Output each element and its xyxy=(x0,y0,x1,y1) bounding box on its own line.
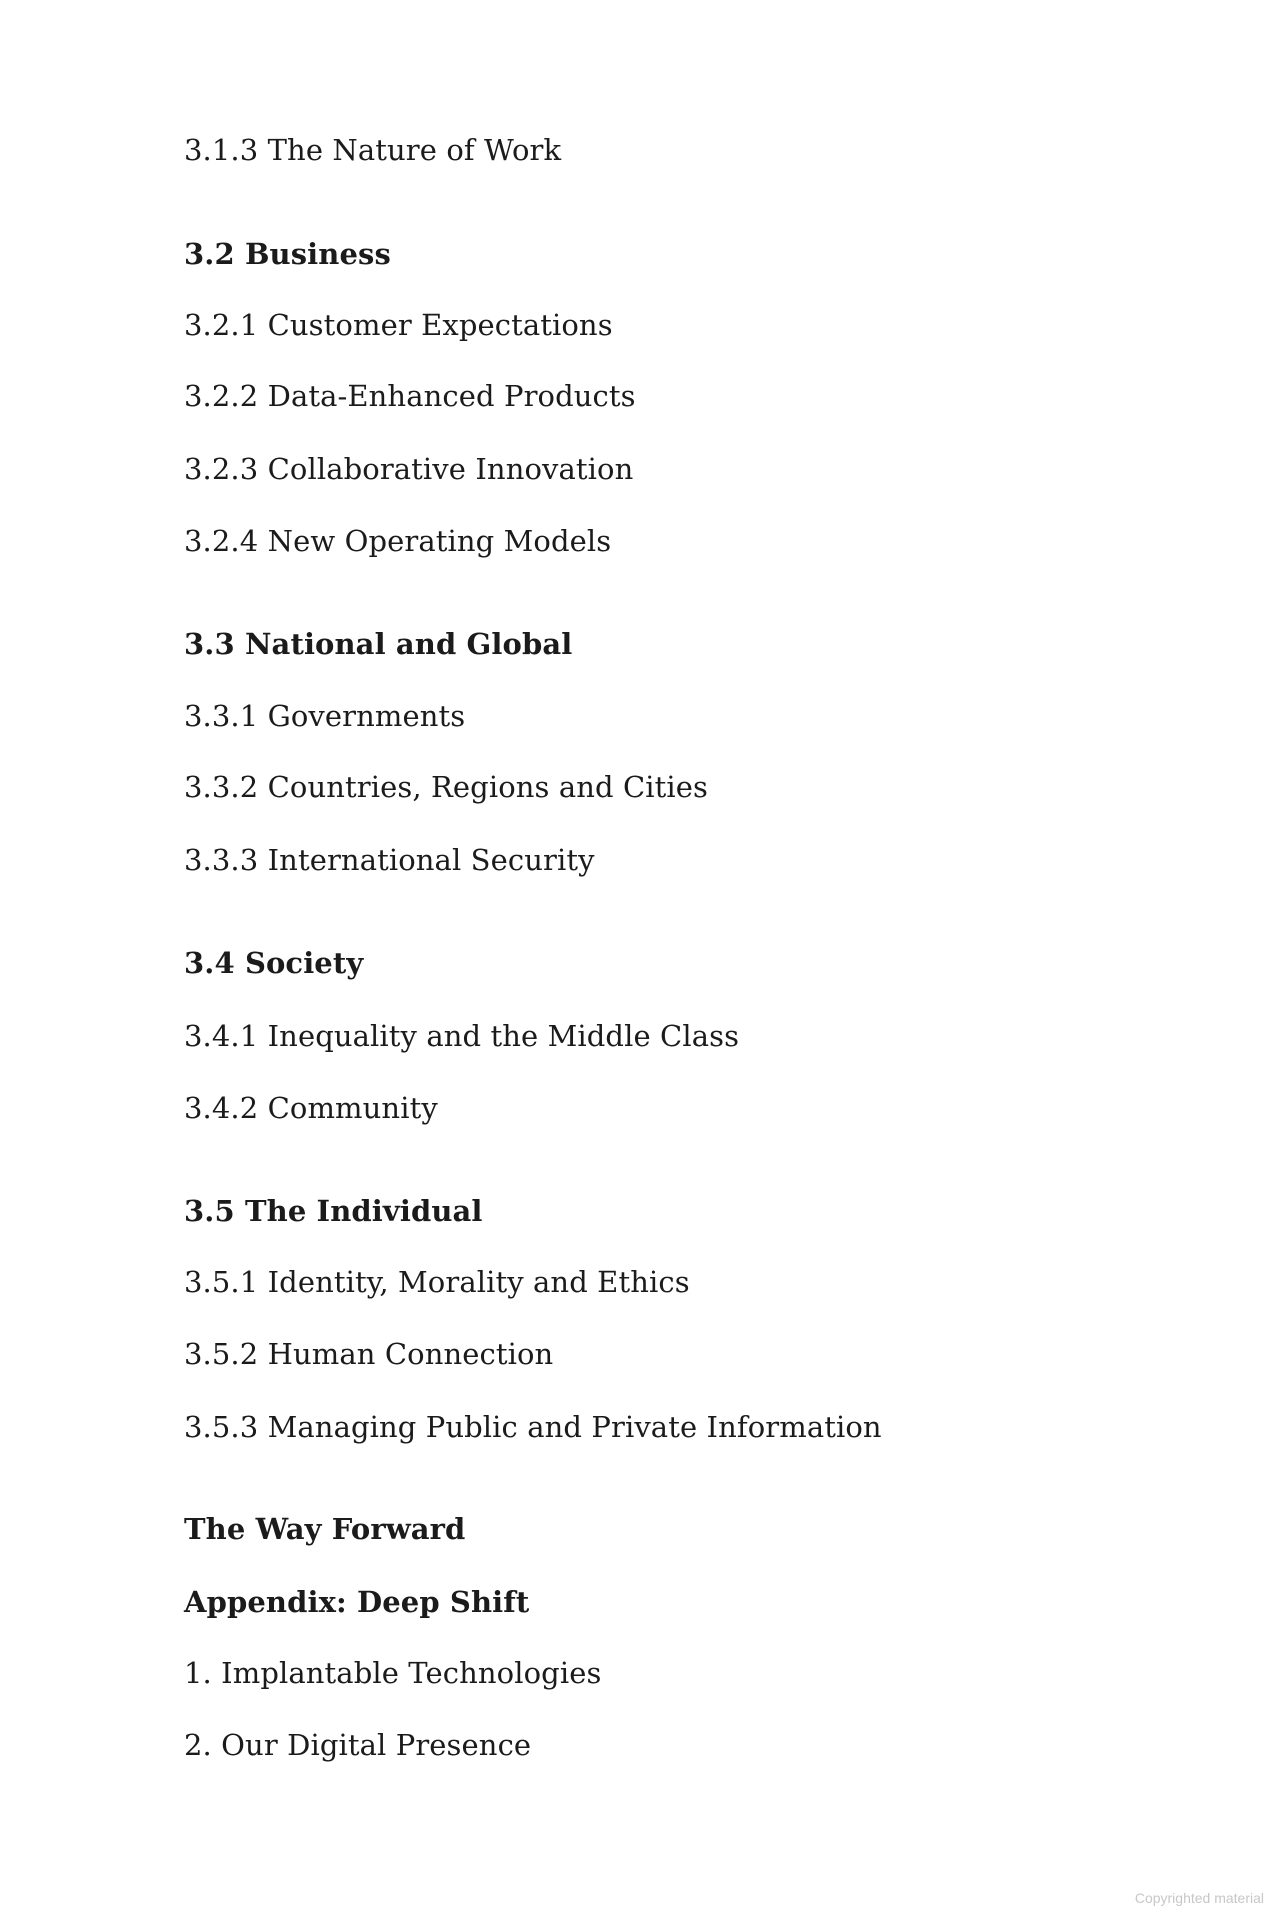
toc-entry-appendix-2: 2. Our Digital Presence xyxy=(184,1728,532,1762)
toc-entry-3-3-1: 3.3.1 Governments xyxy=(184,699,466,733)
toc-section-3-4: 3.4 Society xyxy=(184,946,364,980)
toc-section-way-forward: The Way Forward xyxy=(184,1512,466,1546)
toc-section-3-5: 3.5 The Individual xyxy=(184,1194,483,1228)
toc-entry-3-5-2: 3.5.2 Human Connection xyxy=(184,1337,554,1371)
toc-section-3-3: 3.3 National and Global xyxy=(184,627,573,661)
toc-entry-3-5-3: 3.5.3 Managing Public and Private Information xyxy=(184,1410,882,1444)
toc-entry-3-2-2: 3.2.2 Data-Enhanced Products xyxy=(184,379,636,413)
toc-entry-appendix-1: 1. Implantable Technologies xyxy=(184,1656,602,1690)
toc-section-3-2: 3.2 Business xyxy=(184,237,391,271)
toc-section-appendix: Appendix: Deep Shift xyxy=(184,1585,530,1619)
toc-entry-3-3-2: 3.3.2 Countries, Regions and Cities xyxy=(184,770,709,804)
toc-entry-3-2-4: 3.2.4 New Operating Models xyxy=(184,524,612,558)
toc-entry-3-2-3: 3.2.3 Collaborative Innovation xyxy=(184,452,634,486)
toc-entry-3-4-2: 3.4.2 Community xyxy=(184,1091,438,1125)
copyright-notice: Copyrighted material xyxy=(1134,1890,1264,1906)
toc-entry-3-3-3: 3.3.3 International Security xyxy=(184,843,595,877)
toc-entry-3-5-1: 3.5.1 Identity, Morality and Ethics xyxy=(184,1265,690,1299)
toc-entry-3-2-1: 3.2.1 Customer Expectations xyxy=(184,308,613,342)
toc-entry-3-1-3: 3.1.3 The Nature of Work xyxy=(184,133,562,167)
table-of-contents xyxy=(184,0,1184,1920)
toc-entry-3-4-1: 3.4.1 Inequality and the Middle Class xyxy=(184,1019,740,1053)
